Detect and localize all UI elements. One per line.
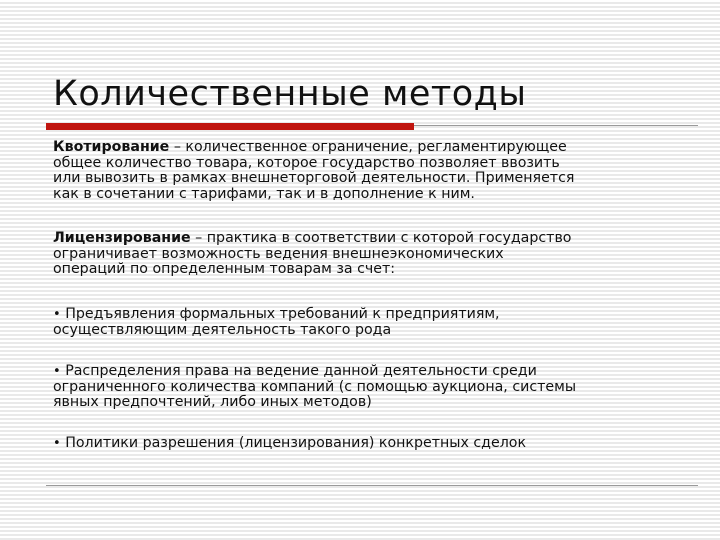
bullet-2-line-3: явных предпочтений, либо иных методов) [53, 394, 372, 410]
bullet-icon: • [53, 307, 61, 322]
quota-line-4: как в сочетании с тарифами, так и в дополнение к ним. [53, 185, 475, 202]
bullet-1-line-2: осуществляющим деятельность такого рода [53, 321, 392, 338]
quota-paragraph [53, 140, 574, 202]
bullet-item-formal-requirements [53, 307, 500, 338]
bullet-item-licensing-policy [53, 436, 526, 452]
quota-line-2: общее количество товара, которое государство позволяет ввозить [53, 154, 560, 171]
licensing-paragraph [53, 231, 571, 278]
quota-definition-start: – количественное ограничение, регламентирующее [169, 139, 567, 155]
quota-line-3: или вывозить в рамках внешнеторговой деятельности. Применяется [53, 170, 575, 186]
bullet-2-line-1: Распределения права на ведение данной деятельности среди [65, 363, 537, 379]
bullet-item-rights-distribution [53, 364, 576, 411]
bullet-icon: • [53, 436, 61, 451]
bullet-icon: • [53, 364, 61, 379]
licensing-term: Лицензирование [53, 230, 191, 246]
slide-title: Количественные методы [53, 74, 527, 114]
licensing-line-2: ограничивает возможность ведения внешнеэкономических [53, 245, 504, 262]
footer-divider-line [46, 485, 698, 486]
bullet-2-line-2: ограниченного количества компаний (с помощью аукциона, системы [53, 378, 577, 395]
bullet-3-line-1: Политики разрешения (лицензирования) конкретных сделок [65, 435, 527, 451]
licensing-line-3: операций по определенным товарам за счет: [53, 261, 396, 277]
title-accent-bar [46, 123, 414, 130]
quota-term: Квотирование [53, 139, 170, 155]
licensing-definition-start: – практика в соответствии с которой государство [190, 230, 572, 246]
bullet-1-line-1: Предъявления формальных требований к предприятиям, [65, 306, 500, 322]
